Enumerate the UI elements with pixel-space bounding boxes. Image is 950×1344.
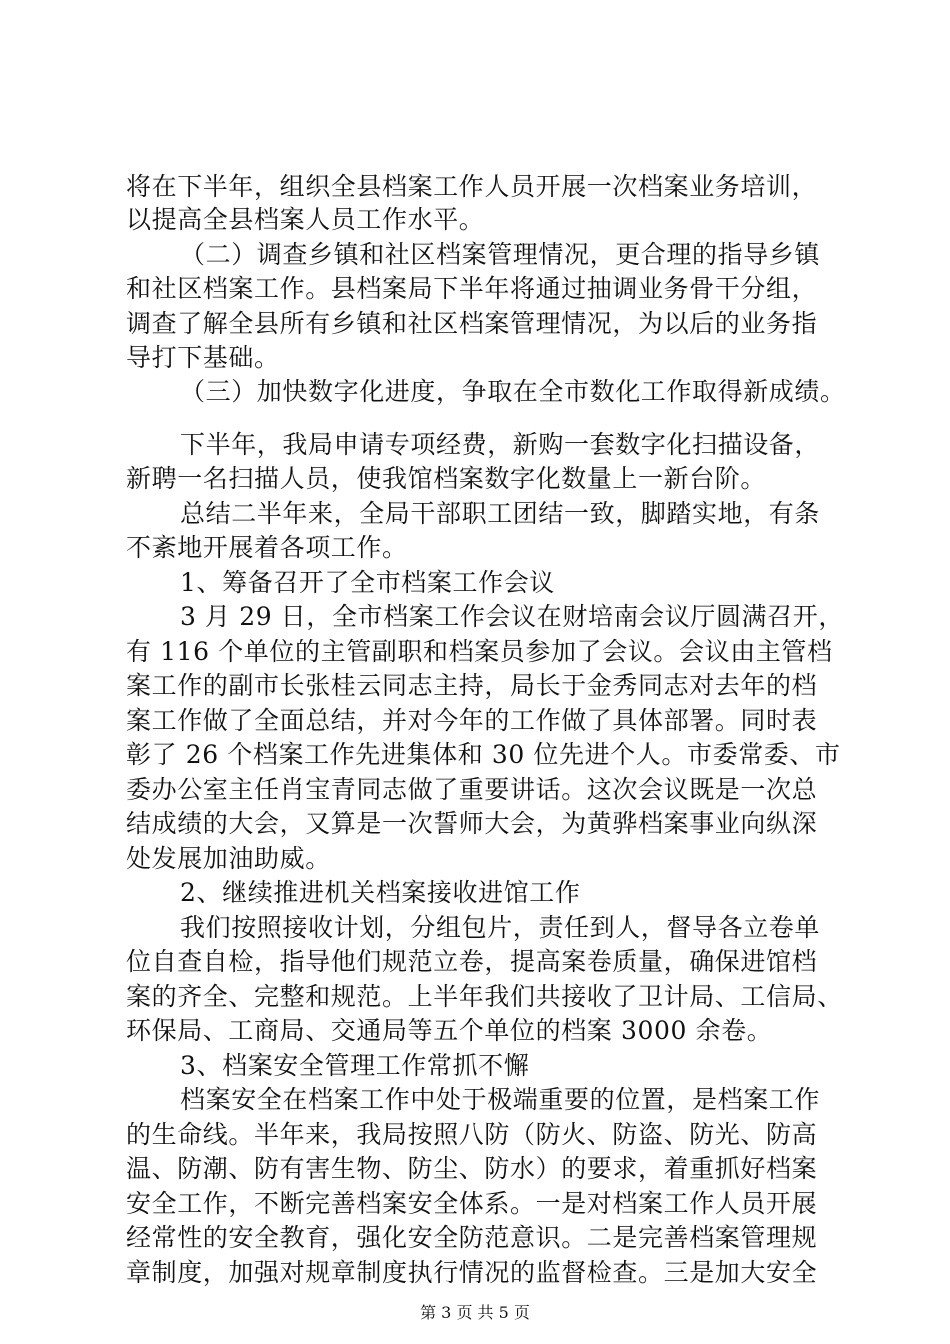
text-line: 我们按照接收计划，分组包片，责任到人，督导各立卷单 xyxy=(180,913,821,942)
text-line: 3 月 29 日，全市档案工作会议在财培南会议厅圆满召开， xyxy=(180,602,844,631)
text-line: 调查了解全县所有乡镇和社区档案管理情况，为以后的业务指 xyxy=(126,309,818,338)
text-line: （二）调查乡镇和社区档案管理情况，更合理的指导乡镇 xyxy=(180,240,821,269)
text-line: 总结二半年来，全局干部职工团结一致，脚踏实地，有条 xyxy=(180,499,821,528)
text-line: 章制度，加强对规章制度执行情况的监督检查。三是加大安全 xyxy=(126,1258,818,1287)
text-line: 案工作的副市长张桂云同志主持，局长于金秀同志对去年的档 xyxy=(126,671,818,700)
text-line: 将在下半年，组织全县档案工作人员开展一次档案业务培训， xyxy=(126,172,818,201)
text-line: 位自查自检，指导他们规范立卷，提高案卷质量，确保进馆档 xyxy=(126,947,818,976)
text-line: （三）加快数字化进度，争取在全市数化工作取得新成绩。 xyxy=(180,377,846,406)
text-line: 有 116 个单位的主管副职和档案员参加了会议。会议由主管档 xyxy=(126,637,833,666)
text-line: 委办公室主任肖宝青同志做了重要讲话。这次会议既是一次总 xyxy=(126,775,818,804)
text-line: 温、防潮、防有害生物、防尘、防水）的要求，着重抓好档案 xyxy=(126,1154,818,1183)
text-line: 下半年，我局申请专项经费，新购一套数字化扫描设备， xyxy=(180,430,821,459)
text-line: 档案安全在档案工作中处于极端重要的位置，是档案工作 xyxy=(180,1085,821,1114)
text-line: 导打下基础。 xyxy=(126,343,280,372)
page-number-footer: 第 3 页 共 5 页 xyxy=(420,1303,530,1322)
text-line: 处发展加油助威。 xyxy=(126,844,331,873)
text-line: 案工作做了全面总结，并对今年的工作做了具体部署。同时表 xyxy=(126,706,818,735)
section-heading: 1、筹备召开了全市档案工作会议 xyxy=(180,568,555,597)
text-line: 结成绩的大会，又算是一次誓师大会，为黄骅档案事业向纵深 xyxy=(126,809,818,838)
text-line: 新聘一名扫描人员，使我馆档案数字化数量上一新台阶。 xyxy=(126,464,767,493)
text-line: 环保局、工商局、交通局等五个单位的档案 3000 余卷。 xyxy=(126,1016,773,1045)
text-line: 和社区档案工作。县档案局下半年将通过抽调业务骨干分组， xyxy=(126,274,818,303)
section-heading: 3、档案安全管理工作常抓不懈 xyxy=(180,1051,530,1080)
text-line: 不紊地开展着各项工作。 xyxy=(126,533,408,562)
text-line: 的生命线。半年来，我局按照八防（防火、防盗、防光、防高 xyxy=(126,1120,818,1149)
section-heading: 2、继续推进机关档案接收进馆工作 xyxy=(180,878,581,907)
text-line: 安全工作，不断完善档案安全体系。一是对档案工作人员开展 xyxy=(126,1189,818,1218)
text-line: 经常性的安全教育，强化安全防范意识。二是完善档案管理规 xyxy=(126,1223,818,1252)
text-line: 彰了 26 个档案工作先进集体和 30 位先进个人。市委常委、市 xyxy=(126,740,841,769)
text-line: 以提高全县档案人员工作水平。 xyxy=(126,205,485,234)
text-line: 案的齐全、完整和规范。上半年我们共接收了卫计局、工信局、 xyxy=(126,982,843,1011)
